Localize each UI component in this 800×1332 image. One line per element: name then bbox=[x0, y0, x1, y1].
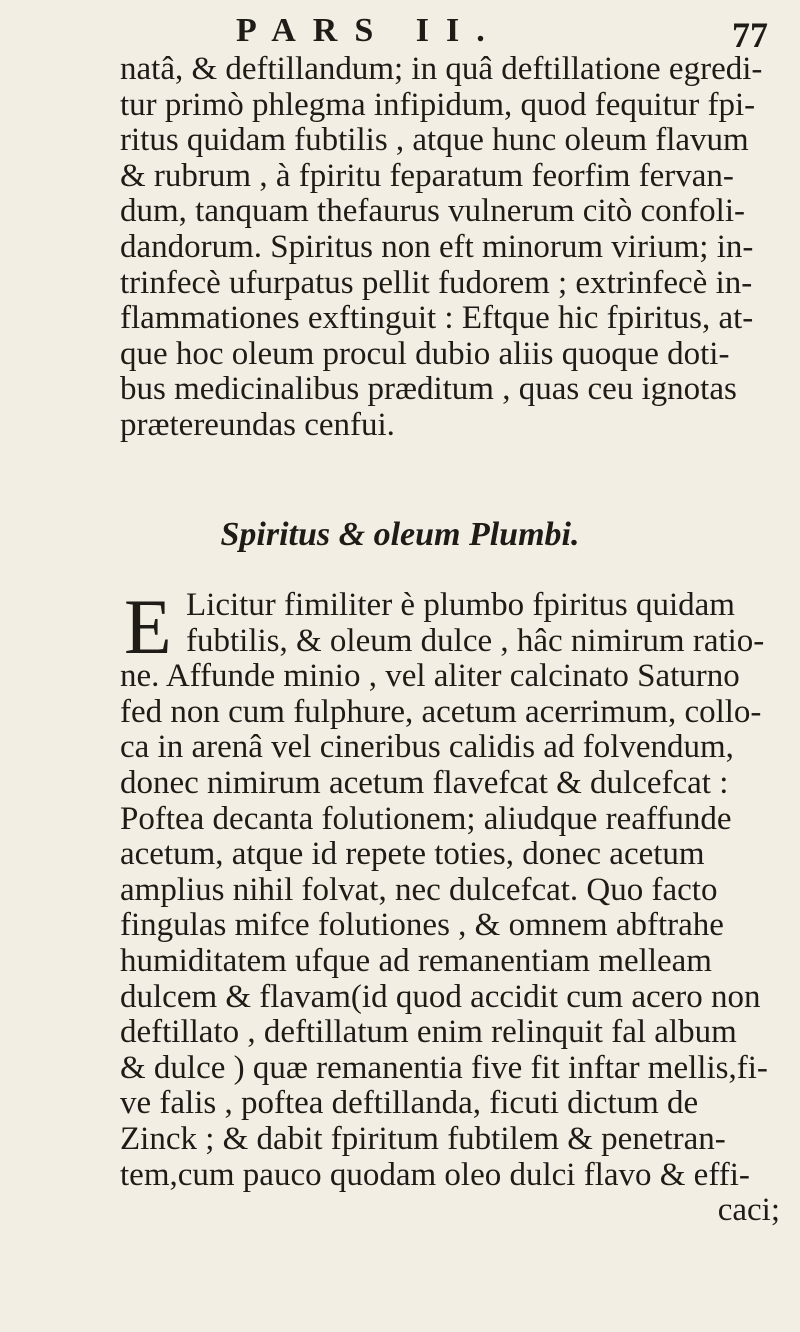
text-line: fubtilis, & oleum dulce , hâc nimirum ratio- bbox=[186, 622, 765, 659]
paragraph-2 bbox=[120, 583, 780, 1229]
text-line: tur primò phlegma infipidum, quod fequitur fpi- bbox=[120, 86, 756, 123]
text-line: fed non cum fulphure, acetum acerrimum, collo- bbox=[120, 693, 762, 730]
text-line: Poftea decanta folutionem; aliudque reaffunde bbox=[120, 800, 732, 837]
text-line: flammationes exftinguit : Eftque hic fpiritus, at- bbox=[120, 300, 754, 337]
text-line: bus medicinalibus præditum , quas ceu ignotas bbox=[120, 371, 737, 408]
page-number: 77 bbox=[732, 15, 768, 55]
text-line: natâ, & deftillandum; in quâ deftillatione egredi- bbox=[120, 51, 763, 87]
text-line: amplius nihil folvat, nec dulcefcat. Quo facto bbox=[120, 871, 718, 908]
text-line: dum, tanquam thefaurus vulnerum citò confoli- bbox=[120, 193, 746, 230]
text-line: ve falis , poftea deftillanda, ficuti dictum de bbox=[120, 1085, 699, 1122]
text-line: Licitur fimiliter è plumbo fpiritus quidam bbox=[186, 587, 735, 623]
section-title: Spiritus & oleum Plumbi. bbox=[220, 516, 580, 553]
text-line: & rubrum , à fpiritu feparatum feorfim fervan- bbox=[120, 157, 734, 194]
paragraph-1 bbox=[120, 52, 780, 444]
text-line: donec nimirum acetum flavefcat & dulcefcat : bbox=[120, 764, 729, 801]
text-line: prætereundas cenfui. bbox=[120, 406, 395, 443]
text-line: Zinck ; & dabit fpiritum fubtilem & penetran- bbox=[120, 1120, 726, 1157]
text-line: dandorum. Spiritus non eft minorum virium; in- bbox=[120, 228, 754, 265]
text-line: dulcem & flavam(id quod accidit cum acero non bbox=[120, 978, 761, 1015]
text-line: & dulce ) quæ remanentia five fit inftar mellis,fi- bbox=[120, 1049, 768, 1086]
running-head: PARS II. bbox=[236, 12, 502, 49]
drop-cap: E bbox=[124, 583, 172, 670]
text-line: tem,cum pauco quodam oleo dulci flavo & effi- bbox=[120, 1156, 750, 1193]
text-line: que hoc oleum procul dubio aliis quoque doti- bbox=[120, 335, 730, 372]
text-line: trinfecè ufurpatus pellit fudorem ; extrinfecè in- bbox=[120, 264, 753, 301]
text-line: ritus quidam fubtilis , atque hunc oleum flavum bbox=[120, 122, 749, 159]
text-line: acetum, atque id repete toties, donec acetum bbox=[120, 836, 705, 873]
text-line: humiditatem ufque ad remanentiam melleam bbox=[120, 942, 712, 979]
text-line: fingulas mifce folutiones , & omnem abftrahe bbox=[120, 907, 724, 944]
text-line: deftillato , deftillatum enim relinquit fal album bbox=[120, 1014, 737, 1051]
catchword: caci; bbox=[717, 1192, 780, 1229]
text-line: ca in arenâ vel cineribus calidis ad folvendum, bbox=[120, 729, 734, 766]
text-line: ne. Affunde minio , vel aliter calcinato Saturno bbox=[120, 658, 740, 695]
